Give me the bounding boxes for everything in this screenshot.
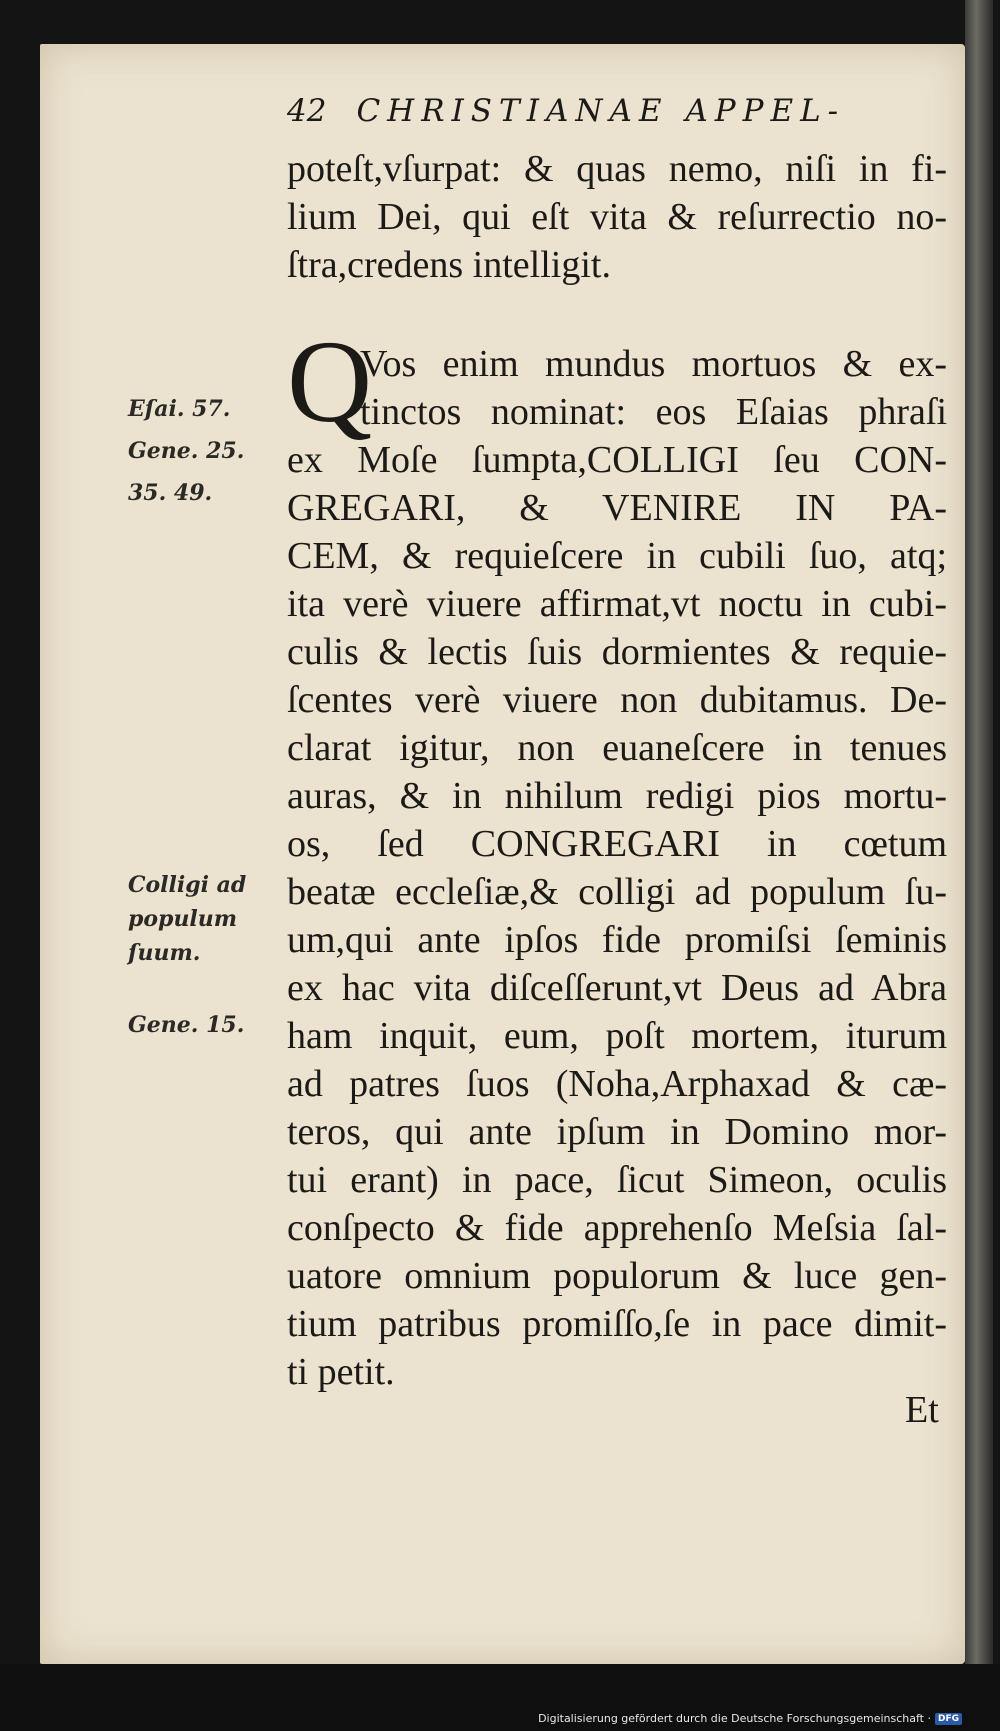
text-line: ſtra,credens intelligit.: [287, 244, 611, 286]
text-line: ex hac vita diſceſſerunt,vt Deus ad Abra: [287, 967, 947, 1009]
footer-credit: Digitalisierung gefördert durch die Deutsche Forschungsgemeinschaft ·: [538, 1712, 931, 1725]
catchword: Et: [905, 1389, 939, 1431]
page-number: 42: [287, 93, 327, 129]
paragraph-2: [287, 436, 947, 1396]
text-line: Vos enim mundus mortuos & ex-: [360, 343, 947, 385]
text-line: lium Dei, qui eſt vita & reſurrectio no-: [287, 196, 947, 238]
drop-cap: Q: [287, 316, 373, 447]
text-line: beatæ eccleſiæ,& colligi ad populum ſu-: [287, 871, 947, 913]
text-line: conſpecto & fide apprehenſo Meſsia ſal-: [287, 1207, 947, 1249]
text-line: ſcentes verè viuere non dubitamus. De-: [287, 679, 947, 721]
margin-note: Colligi ad: [128, 872, 247, 898]
text-line: ita verè viuere affirmat,vt noctu in cubi-: [287, 583, 947, 625]
paragraph-2-first-lines: [360, 340, 947, 436]
paragraph-1: [287, 145, 947, 289]
text-line: uatore omnium populorum & luce gen-: [287, 1255, 947, 1297]
margin-note: Gene. 25.: [128, 438, 245, 464]
margin-note: ſuum.: [128, 940, 201, 966]
text-line: culis & lectis ſuis dormientes & requie-: [287, 631, 947, 673]
running-title: CHRISTIANAE APPEL-: [356, 93, 846, 129]
text-line: ex Moſe ſumpta,COLLIGI ſeu CON-: [287, 439, 947, 481]
text-line: clarat igitur, non euaneſcere in tenues: [287, 727, 947, 769]
margin-note: Eſai. 57.: [128, 396, 231, 422]
running-header: [287, 93, 845, 129]
margin-note: 35. 49.: [128, 480, 213, 506]
text-line: GREGARI, & VENIRE IN PA-: [287, 487, 947, 529]
digitization-footer: [538, 1712, 962, 1725]
margin-note: Gene. 15.: [128, 1012, 245, 1038]
text-line: auras, & in nihilum redigi pios mortu-: [287, 775, 947, 817]
dfg-logo: DFG: [935, 1713, 962, 1725]
text-line: ti petit.: [287, 1351, 395, 1393]
text-line: um,qui ante ipſos fide promiſsi ſeminis: [287, 919, 947, 961]
margin-note: populum: [128, 906, 238, 932]
text-line: tinctos nominat: eos Eſaias phraſi: [360, 391, 947, 433]
text-line: teros, qui ante ipſum in Domino mor-: [287, 1111, 947, 1153]
text-line: ad patres ſuos (Noha,Arphaxad & cæ-: [287, 1063, 947, 1105]
text-line: poteſt,vſurpat: & quas nemo, niſi in fi-: [287, 148, 947, 190]
text-line: CEM, & requieſcere in cubili ſuo, atq;: [287, 535, 947, 577]
text-line: tium patribus promiſſo,ſe in pace dimit-: [287, 1303, 947, 1345]
text-line: ham inquit, eum, poſt mortem, iturum: [287, 1015, 947, 1057]
page-edge-strip: [965, 0, 993, 1731]
text-line: os, ſed CONGREGARI in cœtum: [287, 823, 947, 865]
text-line: tui erant) in pace, ſicut Simeon, oculis: [287, 1159, 947, 1201]
